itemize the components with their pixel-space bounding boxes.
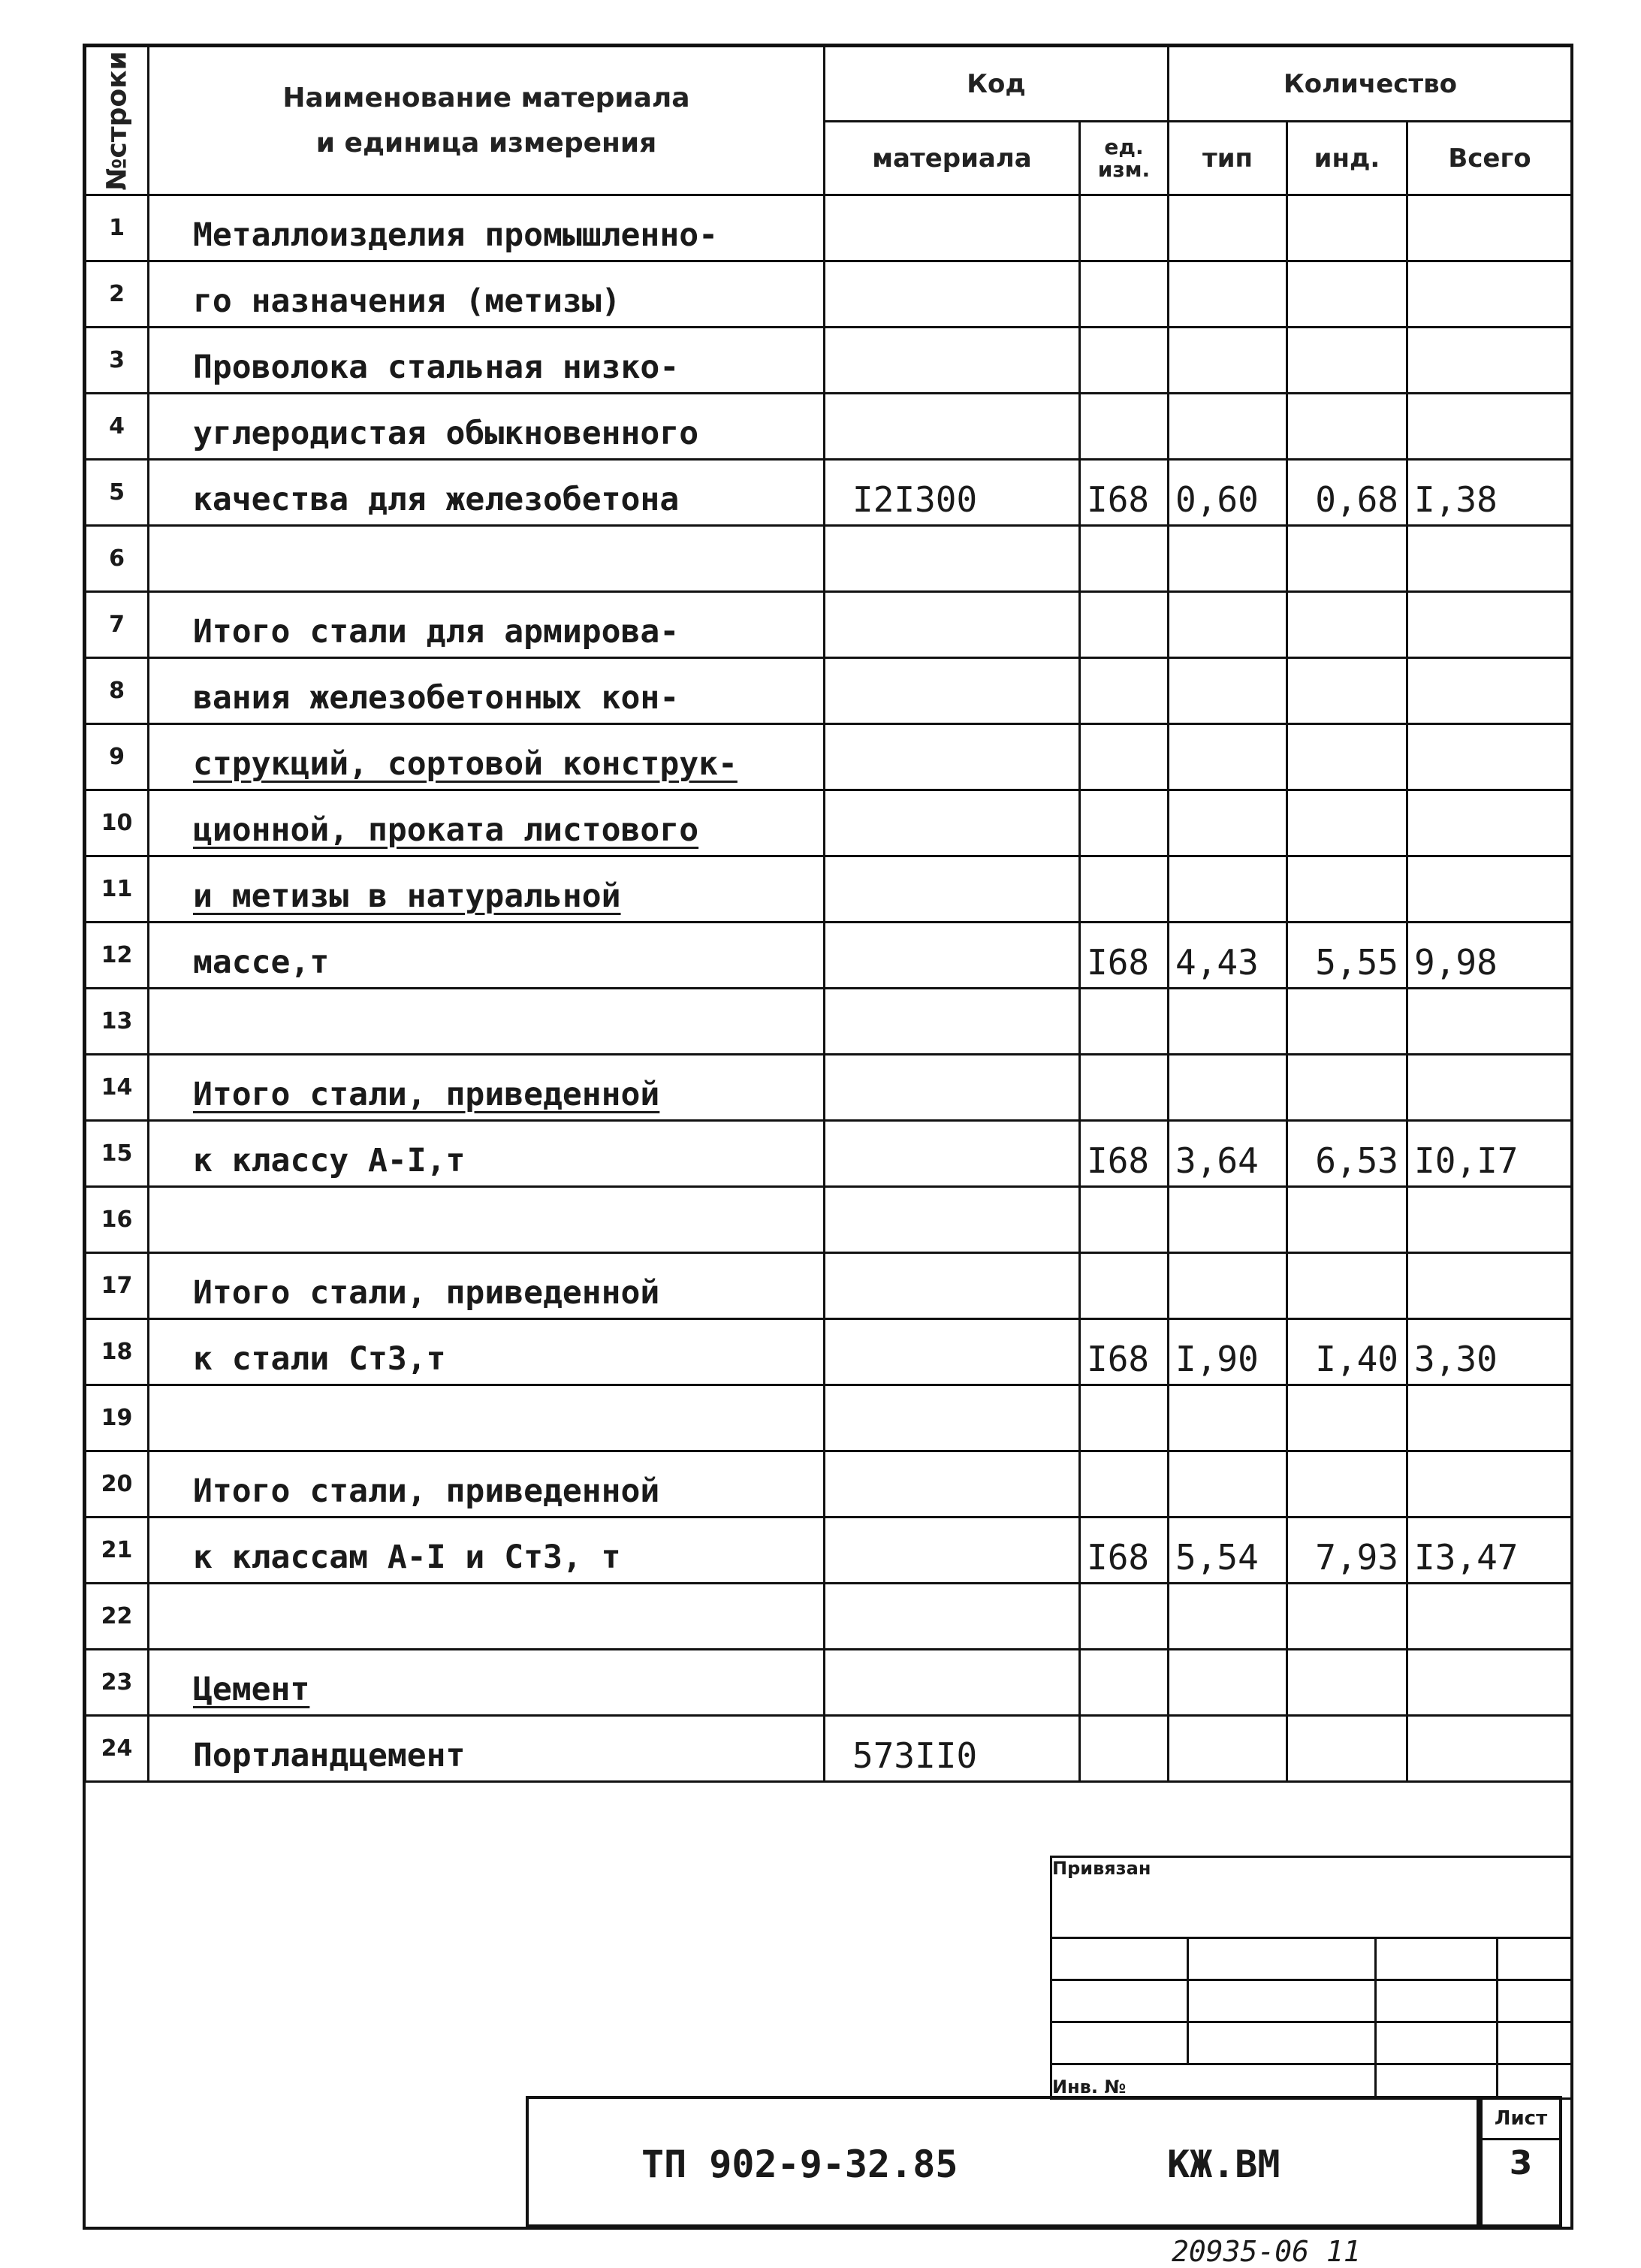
row-total-qty: [1407, 1187, 1573, 1253]
row-total-qty: [1407, 261, 1573, 328]
row-material-code: I2I300: [825, 460, 1080, 526]
row-type-qty: [1169, 394, 1287, 460]
row-type-qty: [1169, 592, 1287, 658]
row-total-qty: [1407, 1451, 1573, 1518]
table-row: [86, 460, 1573, 526]
row-name: углеродистая обыкновенного: [149, 394, 825, 460]
row-unit: [1080, 1650, 1169, 1716]
row-ind-qty: [1287, 856, 1407, 923]
header-unit: ед. изм.: [1080, 122, 1169, 195]
row-total-qty: [1407, 394, 1573, 460]
row-unit: [1080, 989, 1169, 1055]
row-type-qty: 3,64: [1169, 1121, 1287, 1187]
row-total-qty: [1407, 592, 1573, 658]
row-ind-qty: [1287, 1253, 1407, 1319]
row-total-qty: 9,98: [1407, 923, 1573, 989]
table-row: [86, 261, 1573, 328]
table-row: [86, 658, 1573, 724]
row-material-code: [825, 1650, 1080, 1716]
table-row: [86, 1385, 1573, 1451]
table-row: [86, 1518, 1573, 1584]
row-material-code: [825, 790, 1080, 856]
row-total-qty: [1407, 1055, 1573, 1121]
sheet-box: [1480, 2096, 1562, 2227]
row-name: Цемент: [149, 1650, 825, 1716]
row-name: [149, 1187, 825, 1253]
table-row: [86, 1716, 1573, 1782]
row-total-qty: [1407, 526, 1573, 592]
row-type-qty: [1169, 790, 1287, 856]
row-type-qty: 0,60: [1169, 460, 1287, 526]
row-type-qty: [1169, 1055, 1287, 1121]
row-total-qty: [1407, 1253, 1573, 1319]
stamp-attached-label: Привязан: [1052, 1858, 1151, 1879]
row-ind-qty: [1287, 1716, 1407, 1782]
sheet-number: 3: [1509, 2144, 1533, 2182]
document-number: ТП 902-9-32.85: [641, 2143, 958, 2186]
row-type-qty: [1169, 1187, 1287, 1253]
row-number: 5: [86, 460, 149, 526]
header-row-number: №строки: [86, 47, 149, 195]
row-material-code: [825, 526, 1080, 592]
row-name: вания железобетонных кон-: [149, 658, 825, 724]
row-material-code: [825, 658, 1080, 724]
row-number: 10: [86, 790, 149, 856]
row-ind-qty: [1287, 790, 1407, 856]
row-name: Проволока стальная низко-: [149, 328, 825, 394]
row-unit: [1080, 1187, 1169, 1253]
row-unit: I68: [1080, 460, 1169, 526]
table-row: [86, 592, 1573, 658]
row-ind-qty: 6,53: [1287, 1121, 1407, 1187]
row-ind-qty: [1287, 1385, 1407, 1451]
table-row: [86, 989, 1573, 1055]
row-number: 14: [86, 1055, 149, 1121]
row-type-qty: [1169, 1451, 1287, 1518]
row-unit: [1080, 261, 1169, 328]
row-number: 1: [86, 195, 149, 261]
row-number: 17: [86, 1253, 149, 1319]
row-name: Портландцемент: [149, 1716, 825, 1782]
row-total-qty: [1407, 195, 1573, 261]
row-name: Итого стали, приведенной: [149, 1055, 825, 1121]
row-unit: [1080, 658, 1169, 724]
row-type-qty: I,90: [1169, 1319, 1287, 1385]
row-unit: [1080, 1716, 1169, 1782]
row-ind-qty: [1287, 724, 1407, 790]
row-unit: [1080, 195, 1169, 261]
row-name: Итого стали, приведенной: [149, 1253, 825, 1319]
row-unit: I68: [1080, 1121, 1169, 1187]
table-row: [86, 1584, 1573, 1650]
header-name-line1: Наименование материала: [282, 82, 690, 113]
table-row: [86, 1319, 1573, 1385]
row-total-qty: [1407, 1584, 1573, 1650]
row-total-qty: I,38: [1407, 460, 1573, 526]
row-type-qty: [1169, 724, 1287, 790]
row-total-qty: [1407, 1650, 1573, 1716]
table-row: [86, 856, 1573, 923]
header-total: Всего: [1407, 122, 1573, 195]
row-ind-qty: [1287, 989, 1407, 1055]
header-material: материала: [825, 122, 1080, 195]
row-name: и метизы в натуральной: [149, 856, 825, 923]
row-type-qty: [1169, 261, 1287, 328]
row-ind-qty: [1287, 1055, 1407, 1121]
row-number: 18: [86, 1319, 149, 1385]
row-ind-qty: [1287, 658, 1407, 724]
header-name: [149, 47, 825, 195]
row-ind-qty: [1287, 1650, 1407, 1716]
row-total-qty: I0,I7: [1407, 1121, 1573, 1187]
row-unit: [1080, 1385, 1169, 1451]
approval-stamp: [1050, 1856, 1573, 2100]
row-type-qty: [1169, 1650, 1287, 1716]
row-number: 7: [86, 592, 149, 658]
row-type-qty: [1169, 526, 1287, 592]
table-row: [86, 195, 1573, 261]
row-material-code: [825, 1253, 1080, 1319]
row-type-qty: [1169, 658, 1287, 724]
row-material-code: [825, 1187, 1080, 1253]
row-number: 15: [86, 1121, 149, 1187]
row-type-qty: 5,54: [1169, 1518, 1287, 1584]
row-total-qty: [1407, 856, 1573, 923]
row-unit: [1080, 328, 1169, 394]
row-type-qty: [1169, 1385, 1287, 1451]
row-material-code: [825, 592, 1080, 658]
row-name: го назначения (метизы): [149, 261, 825, 328]
table-row: [86, 1187, 1573, 1253]
row-number: 3: [86, 328, 149, 394]
row-material-code: [825, 261, 1080, 328]
row-material-code: [825, 856, 1080, 923]
row-unit: [1080, 856, 1169, 923]
table-row: [86, 790, 1573, 856]
document-code: КЖ.ВМ: [1167, 2143, 1281, 2186]
row-ind-qty: I,40: [1287, 1319, 1407, 1385]
row-unit: [1080, 1055, 1169, 1121]
row-number: 21: [86, 1518, 149, 1584]
row-number: 20: [86, 1451, 149, 1518]
row-total-qty: [1407, 790, 1573, 856]
row-material-code: [825, 1055, 1080, 1121]
row-total-qty: [1407, 1385, 1573, 1451]
table-row: [86, 526, 1573, 592]
row-material-code: [825, 328, 1080, 394]
row-number: 11: [86, 856, 149, 923]
row-total-qty: 3,30: [1407, 1319, 1573, 1385]
row-unit: [1080, 592, 1169, 658]
row-unit: [1080, 1253, 1169, 1319]
row-name: [149, 526, 825, 592]
table-row: [86, 1121, 1573, 1187]
row-material-code: [825, 923, 1080, 989]
row-ind-qty: [1287, 394, 1407, 460]
row-number: 16: [86, 1187, 149, 1253]
row-name: Металлоизделия промышленно-: [149, 195, 825, 261]
row-material-code: [825, 1584, 1080, 1650]
header-quantity: Количество: [1169, 47, 1573, 122]
header-ind: инд.: [1287, 122, 1407, 195]
row-number: 12: [86, 923, 149, 989]
row-number: 13: [86, 989, 149, 1055]
row-material-code: [825, 1451, 1080, 1518]
row-type-qty: [1169, 328, 1287, 394]
row-unit: I68: [1080, 1319, 1169, 1385]
row-material-code: [825, 724, 1080, 790]
archive-number: 20935-06 11: [1172, 2235, 1361, 2268]
row-material-code: [825, 394, 1080, 460]
row-type-qty: [1169, 1584, 1287, 1650]
table-row: [86, 394, 1573, 460]
row-unit: [1080, 1451, 1169, 1518]
row-name: Итого стали для армирова-: [149, 592, 825, 658]
row-ind-qty: 0,68: [1287, 460, 1407, 526]
table-row: [86, 923, 1573, 989]
row-unit: [1080, 790, 1169, 856]
row-type-qty: [1169, 1253, 1287, 1319]
row-number: 23: [86, 1650, 149, 1716]
row-ind-qty: 7,93: [1287, 1518, 1407, 1584]
row-number: 19: [86, 1385, 149, 1451]
row-total-qty: [1407, 989, 1573, 1055]
row-ind-qty: [1287, 1451, 1407, 1518]
row-material-code: [825, 989, 1080, 1055]
row-name: [149, 1385, 825, 1451]
row-name: [149, 1584, 825, 1650]
row-total-qty: [1407, 724, 1573, 790]
table-row: [86, 724, 1573, 790]
row-name: к классам А-I и Ст3, т: [149, 1518, 825, 1584]
row-name: массе,т: [149, 923, 825, 989]
row-number: 2: [86, 261, 149, 328]
row-material-code: 573II0: [825, 1716, 1080, 1782]
stamp-inv-label: Инв. №: [1052, 2076, 1127, 2097]
row-type-qty: [1169, 195, 1287, 261]
header-type: тип: [1169, 122, 1287, 195]
row-material-code: [825, 1121, 1080, 1187]
table-row: [86, 1451, 1573, 1518]
row-ind-qty: [1287, 592, 1407, 658]
row-number: 8: [86, 658, 149, 724]
row-name: струкций, сортовой конструк-: [149, 724, 825, 790]
row-total-qty: [1407, 658, 1573, 724]
row-total-qty: [1407, 1716, 1573, 1782]
table-row: [86, 1253, 1573, 1319]
row-ind-qty: 5,55: [1287, 923, 1407, 989]
row-number: 6: [86, 526, 149, 592]
row-name: Итого стали, приведенной: [149, 1451, 825, 1518]
row-unit: I68: [1080, 923, 1169, 989]
row-number: 22: [86, 1584, 149, 1650]
row-ind-qty: [1287, 261, 1407, 328]
table-row: [86, 1055, 1573, 1121]
row-unit: I68: [1080, 1518, 1169, 1584]
row-unit: [1080, 1584, 1169, 1650]
table-row: [86, 1650, 1573, 1716]
row-material-code: [825, 1518, 1080, 1584]
materials-table: [84, 45, 1573, 1783]
header-name-line2: и единица измерения: [315, 127, 657, 159]
row-type-qty: [1169, 989, 1287, 1055]
row-name: к стали Ст3,т: [149, 1319, 825, 1385]
row-number: 4: [86, 394, 149, 460]
row-total-qty: I3,47: [1407, 1518, 1573, 1584]
row-ind-qty: [1287, 328, 1407, 394]
row-total-qty: [1407, 328, 1573, 394]
row-ind-qty: [1287, 1187, 1407, 1253]
row-material-code: [825, 1385, 1080, 1451]
sheet-label: Лист: [1483, 2099, 1559, 2140]
row-name: к классу А-I,т: [149, 1121, 825, 1187]
header-code: Код: [825, 47, 1169, 122]
table-row: [86, 328, 1573, 394]
row-unit: [1080, 526, 1169, 592]
row-type-qty: [1169, 856, 1287, 923]
row-unit: [1080, 724, 1169, 790]
row-material-code: [825, 195, 1080, 261]
row-unit: [1080, 394, 1169, 460]
row-ind-qty: [1287, 1584, 1407, 1650]
title-block: [526, 2096, 1480, 2227]
row-material-code: [825, 1319, 1080, 1385]
row-name: [149, 989, 825, 1055]
row-name: качества для железобетона: [149, 460, 825, 526]
row-number: 24: [86, 1716, 149, 1782]
row-number: 9: [86, 724, 149, 790]
row-ind-qty: [1287, 526, 1407, 592]
row-ind-qty: [1287, 195, 1407, 261]
row-type-qty: 4,43: [1169, 923, 1287, 989]
row-type-qty: [1169, 1716, 1287, 1782]
row-name: ционной, проката листового: [149, 790, 825, 856]
